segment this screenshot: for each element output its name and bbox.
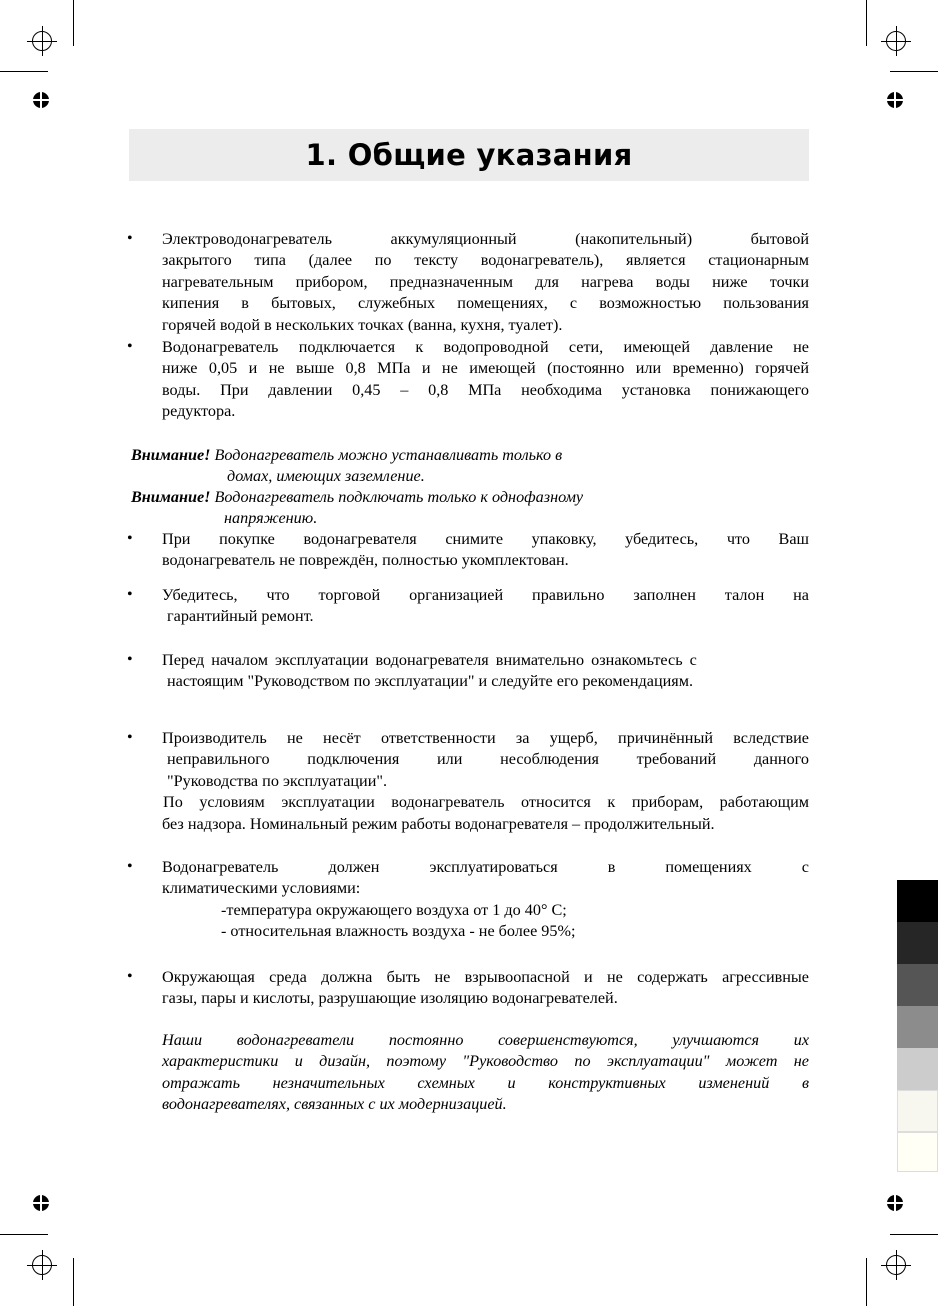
text-line: Перед началом эксплуатации водонагревателя внимательно ознакомьтесь с	[162, 651, 697, 669]
text-line: газы, пары и кислоты, разрушающие изоляцию водонагревателей.	[162, 989, 618, 1008]
text-line: гарантийный ремонт.	[167, 607, 314, 626]
text-line: Электроводонагреватель аккумуляционный (накопительный) бытовой	[162, 230, 809, 248]
text-line: кипения в бытовых, служебных помещениях, с возможностью пользования	[162, 294, 809, 313]
page-title: 1. Общие указания	[305, 138, 633, 172]
registration-mark-icon	[33, 1195, 49, 1211]
text-line: воды. При давлении 0,45 – 0,8 МПа необходима установка понижающего	[162, 380, 809, 399]
text-line: водонагреватель не повреждён, полностью укомплектован.	[162, 551, 569, 570]
text-line: Водонагреватель должен эксплуатироваться в помещениях с	[162, 858, 809, 876]
warning-single-phase	[131, 487, 731, 530]
text-line: водонагревателях, связанных с их модернизацией.	[162, 1095, 507, 1114]
bullet-icon: •	[127, 338, 133, 355]
text-line: Водонагреватель можно устанавливать только в	[210, 446, 563, 464]
text-line: настоящим "Руководством по эксплуатации" и следуйте его рекомендациям.	[167, 672, 694, 691]
text-line: неправильного подключения или несоблюдения требований данного	[167, 750, 809, 769]
bullet-icon: •	[127, 230, 133, 247]
registration-mark-icon	[32, 31, 52, 51]
text-line: Производитель не несёт ответственности за ущерб, причинённый вследствие	[162, 729, 809, 747]
paragraph-liability	[162, 728, 809, 835]
registration-mark-icon	[887, 1195, 903, 1211]
warning-label: Внимание!	[131, 446, 211, 464]
color-swatch	[897, 1090, 938, 1132]
text-line: Водонагреватель подключается к водопроводной сети, имеющей давление не	[162, 338, 809, 356]
text-line: - относительная влажность воздуха - не более 95%;	[221, 922, 576, 941]
crop-mark	[866, 1258, 867, 1306]
color-swatch	[897, 1048, 938, 1090]
color-swatch	[897, 964, 938, 1006]
crop-mark	[73, 0, 74, 46]
bullet-icon: •	[127, 586, 133, 603]
text-line: "Руководства по эксплуатации".	[167, 771, 388, 790]
text-line: характеристики и дизайн, поэтому "Руководство по эксплуатации" может не	[162, 1052, 809, 1071]
crop-mark	[890, 71, 938, 72]
paragraph-description	[162, 229, 809, 336]
bullet-icon: •	[127, 651, 133, 668]
bullet-icon: •	[127, 968, 133, 985]
paragraph-climate	[162, 857, 809, 943]
warning-grounding	[131, 445, 731, 488]
registration-mark-icon	[887, 92, 903, 108]
registration-mark-icon	[32, 1255, 52, 1275]
bullet-icon: •	[127, 530, 133, 547]
paragraph-manual	[162, 650, 809, 693]
crop-mark	[0, 1234, 48, 1235]
bullet-icon: •	[127, 858, 133, 875]
text-line: Убедитесь, что торговой организацией правильно заполнен талон на	[162, 586, 809, 604]
text-line: домах, имеющих заземление.	[227, 467, 425, 486]
text-line: без надзора. Номинальный режим работы водонагревателя – продолжительный.	[162, 814, 715, 833]
text-line: закрытого типа (далее по тексту водонагреватель), является стационарным	[162, 251, 809, 270]
color-swatch	[897, 1132, 938, 1172]
color-swatch	[897, 1006, 938, 1048]
text-line: По условиям эксплуатации водонагреватель относится к приборам, работающим	[163, 793, 809, 812]
bullet-icon: •	[127, 729, 133, 746]
paragraph-connection	[162, 337, 809, 423]
text-line: редуктора.	[162, 402, 236, 421]
crop-mark	[73, 1258, 74, 1306]
text-line: напряжению.	[224, 509, 318, 528]
text-line: При покупке водонагревателя снимите упаковку, убедитесь, что Ваш	[162, 530, 809, 548]
text-line: отражать незначительных схемных и конструктивных изменений в	[162, 1073, 809, 1092]
crop-mark	[866, 0, 867, 46]
registration-mark-icon	[886, 31, 906, 51]
paragraph-environment	[162, 967, 809, 1010]
text-line: Окружающая среда должна быть не взрывоопасной и не содержать агрессивные	[162, 968, 809, 986]
title-bar	[129, 129, 809, 181]
crop-mark	[0, 71, 48, 72]
note-modernization	[162, 1030, 809, 1116]
text-line: горячей водой в нескольких точках (ванна, кухня, туалет).	[162, 315, 563, 334]
paragraph-purchase	[162, 529, 809, 572]
crop-mark	[890, 1234, 938, 1235]
text-line: климатическими условиями:	[162, 879, 361, 898]
text-line: Наши водонагреватели постоянно совершенствуются, улучшаются их	[162, 1031, 809, 1049]
color-swatch	[897, 880, 938, 922]
text-line: Водонагреватель подключать только к однофазному	[210, 488, 584, 506]
registration-mark-icon	[33, 92, 49, 108]
registration-mark-icon	[886, 1255, 906, 1275]
text-line: -температура окружающего воздуха от 1 до 40° С;	[221, 900, 567, 919]
text-line: ниже 0,05 и не выше 0,8 МПа и не имеющей (постоянно или временно) горячей	[162, 359, 809, 378]
warning-label: Внимание!	[131, 488, 211, 506]
color-swatch	[897, 922, 938, 964]
text-line: нагревательным прибором, предназначенным для нагрева воды ниже точки	[162, 272, 809, 291]
paragraph-warranty	[162, 585, 809, 628]
